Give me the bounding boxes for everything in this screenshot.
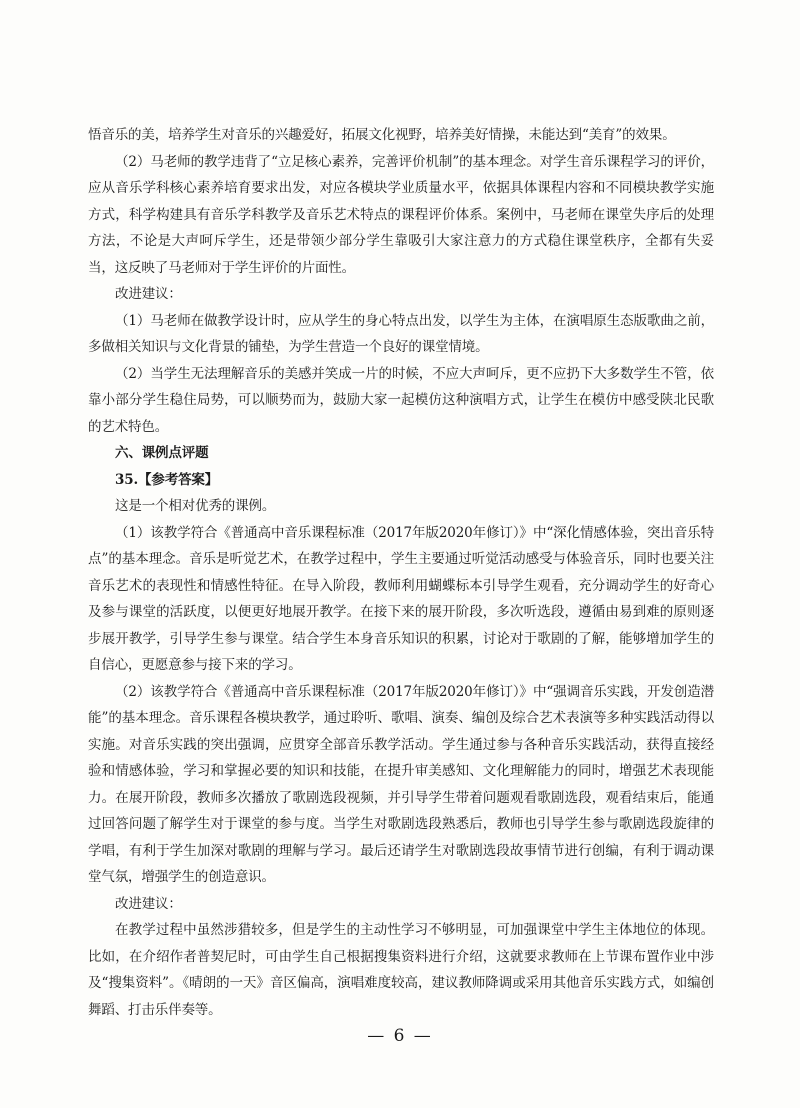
paragraph-point-2: （2）马老师的教学违背了“立足核心素养，完善评价机制”的基本理念。对学生音乐课程学习的评价，应从音乐学科核心素养培育要求出发，对应各模块学业质量水平，依据具体课程内容和不同模块教学实施方式，科学构建具有音乐学科教学及音乐艺术特点的课程评价体系。案例中，马老师在课堂失序后的处理方法，不论是大声呵斥学生，还是带领少部分学生靠吸引大家注意力的方式稳住课堂秩序，全都有失妥当，这反映了马老师对于学生评价的片面性。 (88, 153, 714, 276)
improvement-text: 在教学过程中虽然涉猎较多，但是学生的主动性学习不够明显，可加强课堂中学生主体地位的体现。比如，在介绍作者普契尼时，可由学生自己根据搜集资料进行介绍，这就要求教师在上节课布置作业中涉及“搜集资料”。《晴朗的一天》音区偏高，演唱难度较高，建议教师降调或采用其他音乐实践方式，如编创舞蹈、打击乐伴奏等。 (88, 922, 714, 1018)
answer-point-2: （2）该教学符合《普通高中音乐课程标准（2017年版2020年修订）》中“强调音乐实践，开发创造潜能”的基本理念。音乐课程各模块教学，通过聆听、歌唱、演奏、编创及综合艺术表演等多种实践活动得以实施。对音乐实践的突出强调，应贯穿全部音乐教学活动。学生通过参与各种音乐实践活动，获得直接经验和情感体验，学习和掌握必要的知识和技能，在提升审美感知、文化理解能力的同时，增强艺术表现能力。在展开阶段，教师多次播放了歌剧选段视频，并引导学生带着问题观看歌剧选段，观看结束后，能通过回答问题了解学生对于课堂的参与度。当学生对歌剧选段熟悉后，教师也引导学生参与歌剧选段旋律的学唱，有利于学生加深对歌剧的理解与学习。最后还请学生对歌剧选段故事情节进行创编，有利于调动课堂气氛，增强学生的创造意识。 (88, 683, 714, 885)
answer-intro: 这是一个相对优秀的课例。 (115, 498, 276, 514)
answer-heading: 35.【参考答案】 (115, 471, 219, 488)
paragraph-continued: 悟音乐的美，培养学生对音乐的兴趣爱好，拓展文化视野，培养美好情操，未能达到“美育”的效果。 (88, 127, 676, 143)
section-heading: 六、课例点评题 (115, 445, 209, 461)
page-body (88, 122, 714, 1023)
improvement-heading: 改进建议： (115, 286, 182, 302)
page-number: — 6 — (367, 1026, 433, 1046)
improvement-heading-2: 改进建议： (115, 895, 182, 912)
suggestion-1: （1）马老师在做教学设计时，应从学生的身心特点出发，以学生为主体，在演唱原生态版歌曲之前，多做相关知识与文化背景的铺垫，为学生营造一个良好的课堂情境。 (88, 312, 714, 355)
suggestion-2: （2）当学生无法理解音乐的美感并笑成一片的时候，不应大声呵斥，更不应扔下大多数学生不管，依靠小部分学生稳住局势，可以顺势而为，鼓励大家一起模仿这种演唱方式，让学生在模仿中感受陕北民歌的艺术特色。 (88, 365, 714, 435)
answer-point-1: （1）该教学符合《普通高中音乐课程标准（2017年版2020年修订）》中“深化情感体验，突出音乐特点”的基本理念。音乐是听觉艺术，在教学过程中，学生主要通过听觉活动感受与体验音乐，同时也要关注音乐艺术的表现性和情感性特征。在导入阶段，教师利用蝴蝶标本引导学生观看，充分调动学生的好奇心及参与课堂的活跃度，以便更好地展开教学。在接下来的展开阶段，多次听选段，遵循由易到难的原则逐步展开教学，引导学生参与课堂。结合学生本身音乐知识的积累，讨论对于歌剧的了解，能够增加学生的自信心，更愿意参与接下来的学习。 (88, 524, 714, 673)
